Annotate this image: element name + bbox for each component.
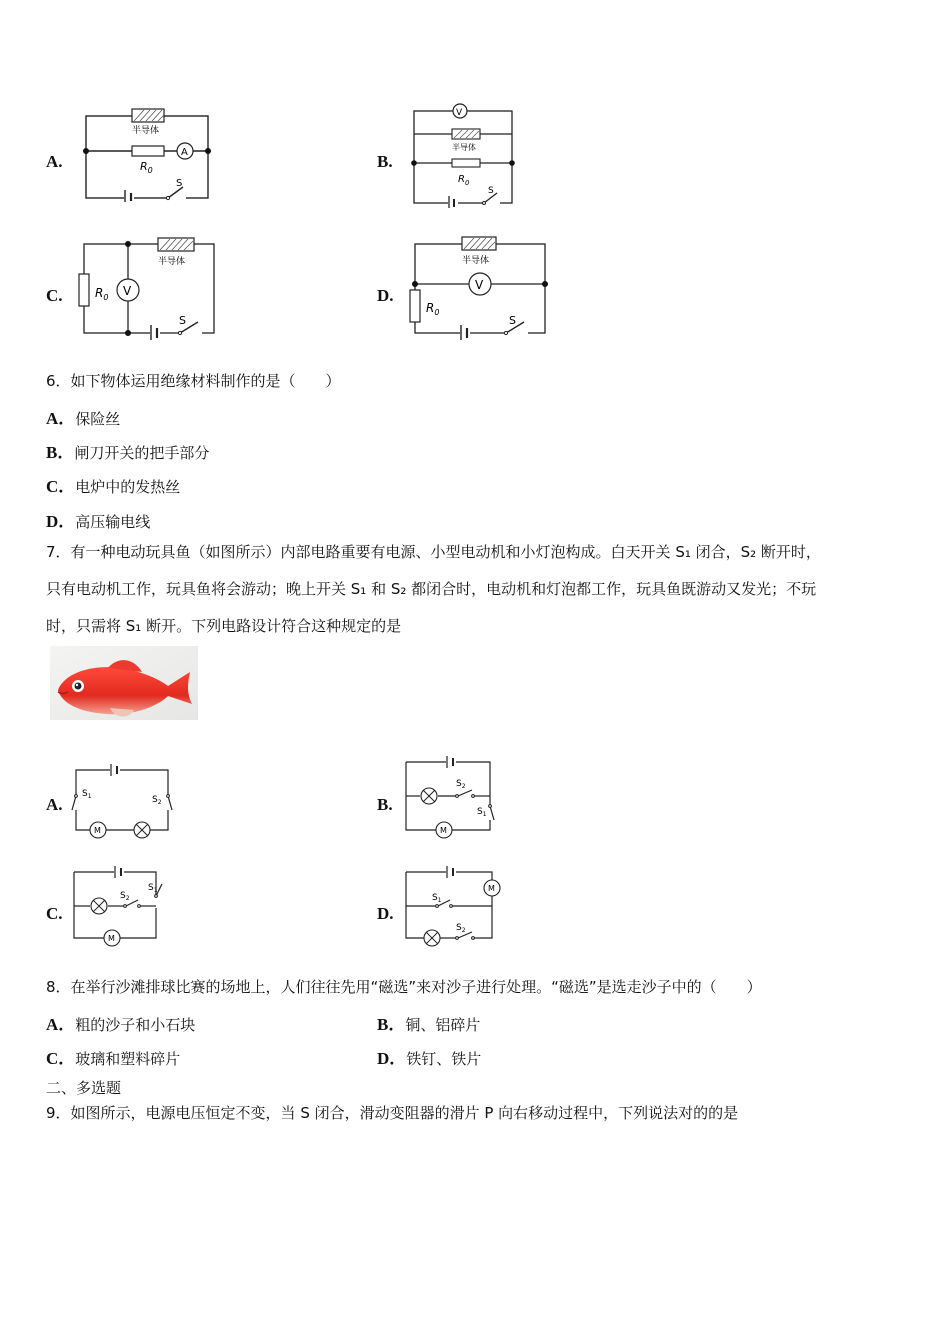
- svg-text:V: V: [123, 284, 132, 298]
- s2-label: $S_2$: [152, 795, 162, 806]
- q8-option-b: B．铜、铝碎片: [377, 1015, 481, 1034]
- q5-circuit-a: [80, 104, 215, 202]
- svg-text:M: M: [440, 826, 447, 835]
- q5-option-a-letter: A.: [46, 152, 63, 171]
- svg-text:S: S: [488, 186, 494, 196]
- svg-text:S: S: [179, 314, 186, 327]
- svg-text:V: V: [456, 108, 463, 118]
- svg-text:S2: $S_2$: [456, 923, 466, 934]
- r0-resistor: [410, 290, 420, 322]
- q5-option-d-letter: D.: [377, 286, 394, 305]
- toy-fish-image: [50, 646, 198, 720]
- svg-text:半导体: 半导体: [462, 256, 490, 266]
- switch-s1: [490, 806, 494, 820]
- svg-text:M: M: [94, 826, 101, 835]
- q7-circuit-a: [68, 762, 178, 844]
- q6-option-d: D．高压输电线: [46, 512, 151, 531]
- q6-option-a: A．保险丝: [46, 409, 121, 428]
- r0-resistor: [452, 159, 480, 167]
- q6-option-b: B．闸刀开关的把手部分: [46, 443, 210, 462]
- switch-s2: [458, 790, 472, 796]
- svg-text:S2: $S_2$: [456, 779, 466, 790]
- svg-text:S1: $S_1$: [477, 807, 487, 818]
- svg-text:半导体: 半导体: [452, 143, 476, 152]
- switch-s1: [72, 796, 76, 810]
- q7-option-c-letter: C.: [46, 904, 63, 923]
- q7-circuit-b: [400, 754, 500, 844]
- ammeter-label: A: [181, 147, 188, 158]
- q8-option-d: D．铁钉、铁片: [377, 1049, 482, 1068]
- svg-text:M: M: [108, 934, 115, 943]
- svg-text:R0: $R_0$: [458, 174, 470, 187]
- q8-stem: 8．在举行沙滩排球比赛的场地上，人们往往先用“磁选”来对沙子进行处理。“磁选”是选走沙子中的（ ）: [46, 978, 762, 996]
- q5-option-b-letter: B.: [377, 152, 393, 171]
- q5-circuit-b: [408, 100, 518, 208]
- q5-option-c-letter: C.: [46, 286, 63, 305]
- svg-text:R0: $R_0$: [426, 301, 440, 317]
- s1-label: $S_1$: [82, 789, 92, 800]
- svg-text:S: S: [509, 314, 516, 327]
- q6-stem: 6．如下物体运用绝缘材料制作的是（ ）: [46, 372, 341, 390]
- q7-circuit-c: [68, 862, 168, 948]
- r0-resistor: [132, 146, 164, 156]
- q8-option-a: A．粗的沙子和小石块: [46, 1015, 196, 1034]
- q7-option-b-letter: B.: [377, 795, 393, 814]
- switch-s2: [168, 796, 172, 810]
- section-title: 二、多选题: [46, 1079, 122, 1097]
- svg-text:S2: $S_2$: [120, 891, 130, 902]
- svg-text:S1: $S_1$: [148, 883, 158, 894]
- q5-circuit-c: [74, 234, 222, 340]
- svg-text:M: M: [488, 884, 495, 893]
- q7-stem-line3: 时，只需将 S₁ 断开。下列电路设计符合这种规定的是: [46, 617, 402, 635]
- q7-stem-line1: 7．有一种电动玩具鱼（如图所示）内部电路重要有电源、小型电动机和小灯泡构成。白天开关 S₁ 闭合，S₂ 断开时，: [46, 543, 821, 561]
- q7-option-a-letter: A.: [46, 795, 63, 814]
- q6-option-c: C．电炉中的发热丝: [46, 477, 181, 496]
- svg-text:V: V: [475, 278, 484, 292]
- semiconductor-resistor: [158, 238, 194, 251]
- svg-text:半导体: 半导体: [158, 257, 186, 267]
- svg-text:R0: $R_0$: [95, 286, 109, 302]
- svg-text:S1: $S_1$: [432, 893, 442, 904]
- r0-resistor: [79, 274, 89, 306]
- q7-circuit-d: [400, 862, 505, 948]
- q5-circuit-d: [404, 232, 554, 340]
- r0-label: $R_0$: [140, 160, 153, 175]
- svg-text:S: S: [176, 178, 183, 189]
- semiconductor-label: 半导体: [132, 126, 160, 136]
- q7-option-d-letter: D.: [377, 904, 394, 923]
- q9-stem: 9．如图所示，电源电压恒定不变，当 S 闭合，滑动变阻器的滑片 P 向右移动过程中，下列说法对的的是: [46, 1104, 739, 1122]
- q7-stem-line2: 只有电动机工作，玩具鱼将会游动；晚上开关 S₁ 和 S₂ 都闭合时，电动机和灯泡都工作，玩具鱼既游动又发光；不玩: [46, 580, 817, 598]
- q8-option-c: C．玻璃和塑料碎片: [46, 1049, 181, 1068]
